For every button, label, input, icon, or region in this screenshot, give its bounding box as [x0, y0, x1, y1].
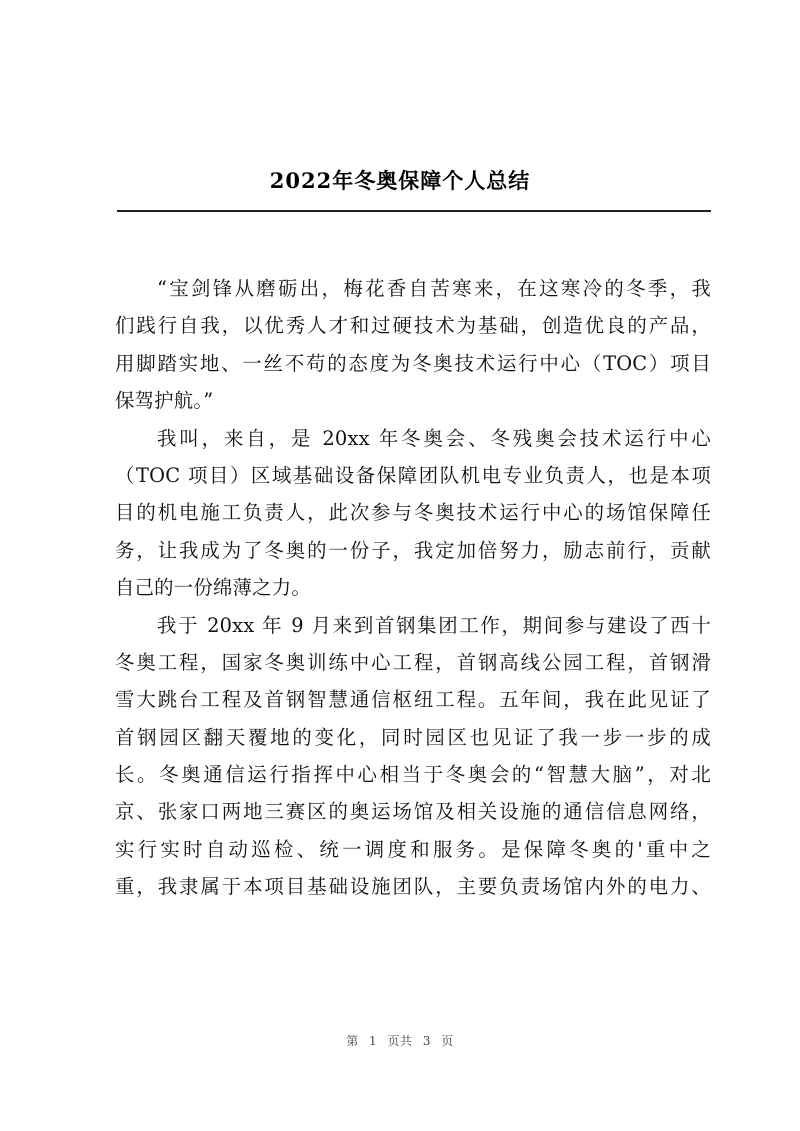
paragraph-3-line-1: 我于 20xx 年 9 月来到首钢集团工作，期间参与建设了西十 — [157, 613, 711, 637]
paragraph-3-line-5: 长。冬奥通信运行指挥中心相当于冬奥会的“智慧大脑”，对北 — [115, 763, 711, 787]
page-number-footer: 第 1 页共 3 页 — [346, 1034, 454, 1048]
paragraph-3-line-4: 首钢园区翻天覆地的变化，同时园区也见证了我一步一步的成 — [115, 725, 711, 749]
paragraph-2-line-2: （TOC 项目）区域基础设备保障团队机电专业负责人，也是本项 — [115, 463, 711, 487]
paragraph-3-line-2: 冬奥工程，国家冬奥训练中心工程，首钢高线公园工程，首钢滑 — [115, 650, 711, 674]
paragraph-2-line-5: 自己的一份绵薄之力。 — [115, 576, 311, 600]
title-underline — [117, 210, 711, 212]
document-body — [115, 270, 711, 906]
paragraph-3-line-6: 京、张家口两地三赛区的奥运场馆及相关设施的通信信息网络， — [115, 800, 711, 824]
paragraph-3-line-7: 实行实时自动巡检、统一调度和服务。是保障冬奥的'重中之 — [115, 837, 711, 861]
paragraph-1-line-1: “宝剑锋从磨砺出，梅花香自苦寒来，在这寒冷的冬季，我 — [157, 277, 711, 300]
paragraph-1-line-2: 们践行自我，以优秀人才和过硬技术为基础，创造优良的产品， — [115, 314, 711, 338]
document-title: 2022年冬奥保障个人总结 — [269, 168, 531, 193]
paragraph-3-line-8: 重，我隶属于本项目基础设施团队，主要负责场馆内外的电力、 — [115, 875, 711, 899]
paragraph-2-line-1: 我叫，来自，是 20xx 年冬奥会、冬残奥会技术运行中心 — [157, 426, 711, 450]
paragraph-1-line-3: 用脚踏实地、一丝不苟的态度为冬奥技术运行中心（TOC）项目 — [115, 351, 711, 375]
paragraph-3-line-3: 雪大跳台工程及首钢智慧通信枢纽工程。五年间，我在此见证了 — [115, 688, 711, 712]
paragraph-2-line-3: 目的机电施工负责人，此次参与冬奥技术运行中心的场馆保障任 — [115, 501, 711, 525]
paragraph-2-line-4: 务，让我成为了冬奥的一份子，我定加倍努力，励志前行，贡献 — [115, 538, 711, 562]
paragraph-1-line-4: 保驾护航。” — [115, 389, 214, 413]
